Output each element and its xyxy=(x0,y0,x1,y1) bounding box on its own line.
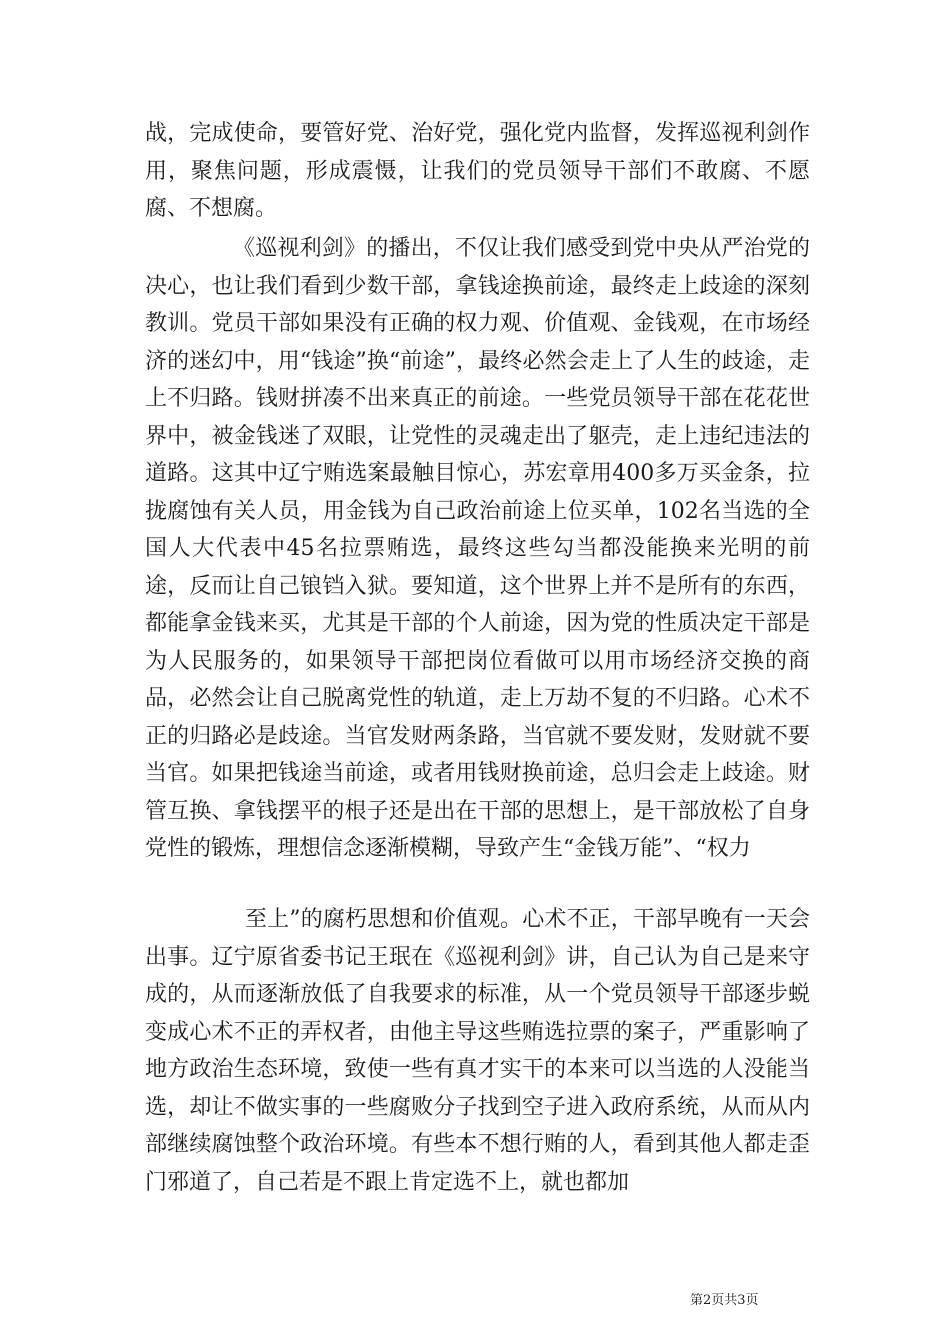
body-paragraph-2: 《巡视利剑》的播出，不仅让我们感受到党中央从严治党的决心，也让我们看到少数干部，拿钱途换前途，最终走上歧途的深刻教训。党员干部如果没有正确的权力观、价值观、金钱观，在市场经济的迷幻中，用“钱途”换“前途”，最终必然会走上了人生的歧途，走上不归路。钱财拼凑不出来真正的前途。一些党员领导干部在花花世界中，被金钱迷了双眼，让党性的灵魂走出了躯壳，走上违纪违法的道路。这其中辽宁贿选案最触目惊心，苏宏章用400多万买金条，拉拢腐蚀有关人员，用金钱为自己政治前途上位买单，102名当选的全国人大代表中45名拉票贿选，最终这些勾当都没能换来光明的前途，反而让自己锒铛入狱。要知道，这个世界上并不是所有的东西，都能拿金钱来买，尤其是干部的个人前途，因为党的性质决定干部是为人民服务的，如果领导干部把岗位看做可以用市场经济交换的商品，必然会让自己脱离党性的轨道，走上万劫不复的不归路。心术不正的归路必是歧途。当官发财两条路，当官就不要发财，发财就不要当官。如果把钱途当前途，或者用钱财换前途，总归会走上歧途。财管互换、拿钱摆平的根子还是出在干部的思想上，是干部放松了自身党性的锻炼，理想信念逐渐模糊，导致产生“金钱万能”、“权力 xyxy=(145,236,810,861)
body-paragraph-3: 至上”的腐朽思想和价值观。心术不正，干部早晚有一天会出事。辽宁原省委书记王珉在《巡视利剑》讲，自己认为自己是来守成的，从而逐渐放低了自我要求的标准，从一个党员领导干部逐步蜕变成心术不正的弄权者，由他主导这些贿选拉票的案子，严重影响了地方政治生态环境，致使一些有真才实干的本来可以当选的人没能当选，却让不做实事的一些腐败分子找到空子进入政府系统，从而从内部继续腐蚀整个政治环境。有些本不想行贿的人，看到其他人都走歪门邪道了，自己若是不跟上肯定选不上，就也都加 xyxy=(145,907,810,1195)
body-paragraph-1: 战，完成使命，要管好党、治好党，强化党内监督，发挥巡视利剑作用，聚焦问题，形成震慑，让我们的党员领导干部们不敢腐、不愿腐、不想腐。 xyxy=(145,121,810,221)
page-number-footer: 第2页共3页 xyxy=(690,1293,759,1308)
